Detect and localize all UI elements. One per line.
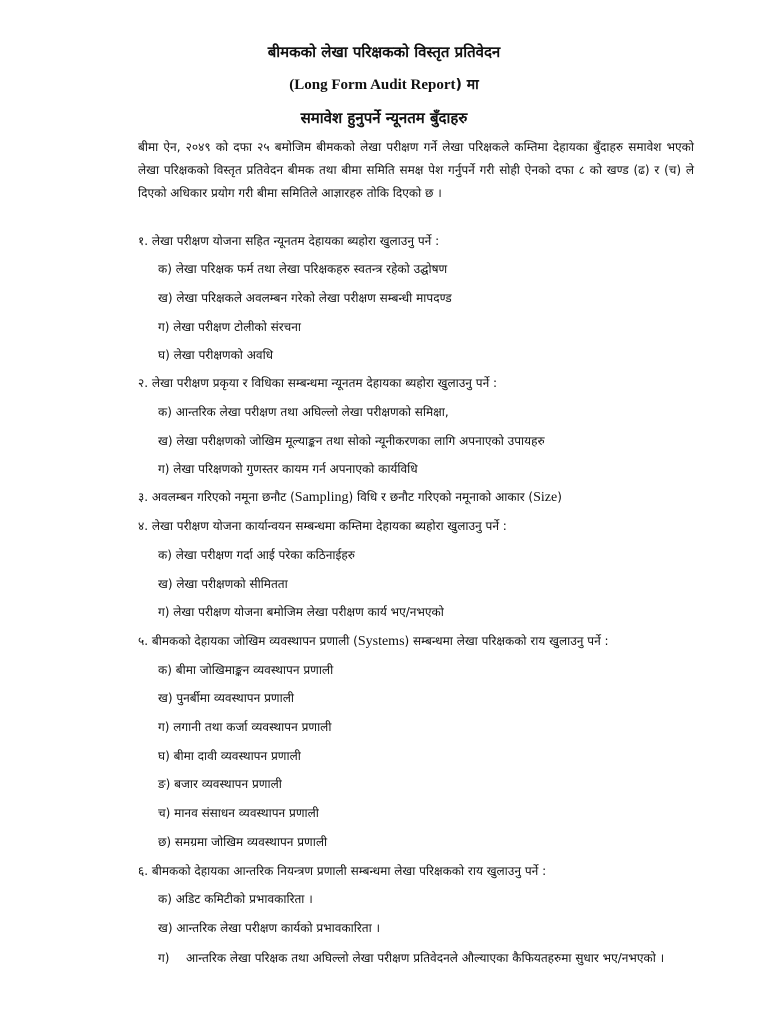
list-item	[158, 919, 380, 937]
list-item	[158, 260, 447, 278]
item-text: अडिट कमिटीको प्रभावकारिता ।	[175, 892, 313, 906]
list-item	[158, 575, 288, 593]
item-marker: क)	[158, 548, 172, 562]
list-item	[158, 890, 313, 908]
item-text: बीमा दावी व्यवस्थापन प्रणाली	[173, 749, 301, 763]
item-marker: ग)	[158, 720, 170, 734]
item-marker: घ)	[158, 348, 170, 362]
list-item	[158, 346, 273, 364]
item-text: समग्रमा जोखिम व्यवस्थापन प्रणाली	[174, 835, 328, 849]
item-text: आन्तरिक लेखा परीक्षण तथा अघिल्लो लेखा परीक्षणको समिक्षा,	[175, 405, 449, 419]
section-text-part: ) सम्बन्धमा लेखा परिक्षकको राय खुलाउनु पर्ने :	[404, 634, 609, 648]
subtitle-paren-open: (	[289, 77, 295, 93]
section-number: २.	[138, 376, 149, 390]
section-text: लेखा परीक्षण प्रकृया र विधिका सम्बन्धमा न्यूनतम देहायका ब्यहोरा खुलाउनु पर्ने :	[151, 376, 498, 390]
section-text-part: बीमकको देहायका जोखिम व्यवस्थापन प्रणाली (	[151, 634, 358, 648]
item-marker: क)	[158, 663, 172, 677]
item-text: बजार व्यवस्थापन प्रणाली	[174, 777, 282, 791]
section-number: ४.	[138, 519, 149, 533]
item-marker: घ)	[158, 749, 170, 763]
section-text-english: Systems	[357, 634, 405, 649]
section-2-heading	[138, 374, 497, 392]
list-item	[158, 546, 355, 564]
item-text: आन्तरिक लेखा परीक्षण कार्यको प्रभावकारिता ।	[176, 921, 381, 935]
list-item	[158, 946, 696, 970]
item-marker: क)	[158, 262, 172, 276]
list-item	[158, 403, 449, 421]
item-text: लेखा परीक्षणको जोखिम मूल्याङ्कन तथा सोको न्यूनीकरणका लागि अपनाएको उपायहरु	[176, 434, 545, 448]
section-text-english: Sampling	[294, 490, 349, 505]
section-1-heading	[138, 232, 439, 250]
item-marker: ङ)	[158, 777, 171, 791]
item-marker: ख)	[158, 921, 173, 935]
list-item	[158, 804, 319, 822]
list-item	[158, 603, 444, 621]
item-marker: ग)	[158, 462, 170, 476]
item-text: लेखा परीक्षण गर्दा आई परेका कठिनाईहरु	[175, 548, 355, 562]
list-item	[158, 432, 545, 450]
section-5-heading	[138, 632, 609, 651]
section-3-heading	[138, 488, 562, 507]
item-marker: ख)	[158, 291, 173, 305]
item-marker: च)	[158, 806, 171, 820]
list-item	[158, 460, 418, 478]
item-text: लेखा परिक्षणको गुणस्तर कायम गर्न अपनाएको कार्यविधि	[173, 462, 418, 476]
document-subtitle	[0, 75, 768, 94]
list-item	[158, 833, 327, 851]
section-6-heading	[138, 862, 546, 880]
item-marker: ग)	[158, 951, 170, 965]
section-4-heading	[138, 517, 507, 535]
intro-paragraph: बीमा ऐन, २०४९ को दफा २५ बमोजिम बीमकको लेखा परीक्षण गर्ने लेखा परिक्षकले कम्तिमा देहायका बुँदाहरु समावेश भएको लेखा परिक्षकको विस्तृत प्रतिवेदन बीमक तथा बीमा समिति समक्ष पेश गर्नुपर्ने गरी सोही ऐनको दफा ८ को खण्ड (ढ) र (च) ले दिएको अधिकार प्रयोग गरी बीमा समितिले आज्ञारहरु तोकि दिएको छ ।	[138, 140, 694, 200]
list-item	[158, 318, 301, 336]
item-marker: ख)	[158, 577, 173, 591]
section-number: १.	[138, 234, 149, 248]
item-text: मानव संसाधन व्यवस्थापन प्रणाली	[174, 806, 319, 820]
item-marker: ग)	[158, 605, 170, 619]
section-text-part: ) विधि र छनौट गरिएको नमूनाको आकार (	[348, 490, 534, 504]
section-number: ५.	[138, 634, 149, 648]
subtitle-english: Long Form Audit Report	[294, 77, 456, 93]
item-text: लेखा परीक्षण टोलीको संरचना	[173, 320, 302, 334]
item-text: लेखा परीक्षणको अवधि	[173, 348, 274, 362]
section-text: लेखा परीक्षण योजना सहित न्यूनतम देहायका ब्यहोरा खुलाउनु पर्ने :	[151, 234, 440, 248]
section-text-part: )	[557, 490, 562, 504]
item-text: बीमा जोखिमाङ्कन व्यवस्थापन प्रणाली	[175, 663, 334, 677]
item-marker: क)	[158, 892, 172, 906]
item-text: लेखा परिक्षकले अवलम्बन गरेको लेखा परीक्षण सम्बन्धी मापदण्ड	[176, 291, 452, 305]
list-item	[158, 775, 282, 793]
section-text: लेखा परीक्षण योजना कार्यान्वयन सम्बन्धमा कम्तिमा देहायका ब्यहोरा खुलाउनु पर्ने :	[151, 519, 507, 533]
section-text: बीमकको देहायका आन्तरिक नियन्त्रण प्रणाली सम्बन्धमा लेखा परिक्षकको राय खुलाउनु पर्ने :	[151, 864, 547, 878]
section-text-english: Size	[533, 490, 558, 505]
list-item	[158, 747, 301, 765]
section-text-part: अवलम्बन गरिएको नमूना छनौट (	[151, 490, 295, 504]
item-marker: ख)	[158, 691, 173, 705]
list-item	[158, 661, 333, 679]
list-item	[158, 289, 452, 307]
item-marker: ख)	[158, 434, 173, 448]
item-text: आन्तरिक लेखा परिक्षक तथा अघिल्लो लेखा परीक्षण प्रतिवेदनले औल्याएका कैफियतहरुमा सुधार भए/नभएको ।	[186, 951, 665, 965]
list-item	[158, 718, 331, 736]
item-text: लेखा परीक्षणको सीमितता	[176, 577, 288, 591]
list-item	[158, 689, 294, 707]
item-marker: छ)	[158, 835, 172, 849]
section-number: ३.	[138, 490, 149, 504]
item-text: लगानी तथा कर्जा व्यवस्थापन प्रणाली	[173, 720, 332, 734]
document-heading: समावेश हुनुपर्ने न्यूनतम बुँदाहरु	[300, 109, 468, 127]
subtitle-suffix: ) मा	[455, 77, 479, 93]
document-title: बीमकको लेखा परिक्षकको विस्तृत प्रतिवेदन	[267, 43, 501, 61]
item-marker: ग)	[158, 320, 170, 334]
item-text: पुनर्बीमा व्यवस्थापन प्रणाली	[176, 691, 294, 705]
item-text: लेखा परीक्षण योजना बमोजिम लेखा परीक्षण कार्य भए/नभएको	[173, 605, 444, 619]
section-number: ६.	[138, 864, 149, 878]
item-marker: क)	[158, 405, 172, 419]
item-text: लेखा परिक्षक फर्म तथा लेखा परिक्षकहरु स्वतन्त्र रहेको उद्घोषण	[175, 262, 448, 276]
